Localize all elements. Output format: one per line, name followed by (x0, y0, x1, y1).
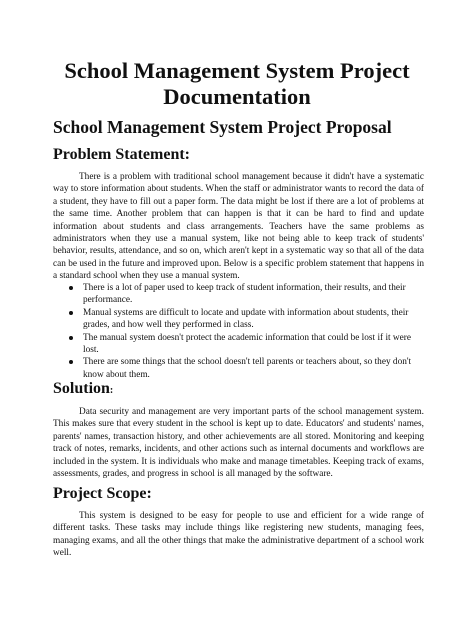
problem-bullet-text: There is a lot of paper used to keep track of student information, their results, and their performance. (83, 283, 406, 306)
problem-statement-paragraph: There is a problem with traditional school management because it didn't have a systematic way to store information about students. When the staff or administrator wants to record the data of a student, they have to fill out a paper form. The data might be lost if there are a lot of problems at the same time. Another problem that can happen is that it can be hard to find and update information about students and class arrangements. Teachers have the same problems as administrators when they use a manual system, like not being able to keep track of students' behavior, results, attendance, and so on, which aren't kept in a systematic way so that all of the data can be used in the future and improved upon. Below is a specific problem statement that happens in a standard school when they use a manual system. (53, 172, 424, 282)
bullet-icon (69, 360, 73, 364)
problem-bullet-text: There are some things that the school doesn't tell parents or teachers about, so they don't know about them. (83, 357, 412, 380)
problem-bullet-text: The manual system doesn't protect the academic information that could be lost if it were lost. (83, 332, 411, 356)
bullet-icon (69, 311, 73, 315)
problem-statement-heading: Problem Statement: (53, 146, 190, 163)
solution-paragraph: Data security and management are very important parts of the school management system. This makes sure that every student in the school is kept up to date. Educators' and students' names, parents' names, transaction history, and other achievements are all stored. Monitoring and keeping track of notes, remarks, incidents, and other actions such as internal documents and workflows are included in the system. It is individuals who make and manage timetables. Keeping track of exams, assessments, grades, and progress in school is all managed by the software. (53, 407, 424, 480)
solution-heading-colon: : (109, 385, 114, 396)
solution-heading-text: Solution (53, 380, 110, 397)
problem-bullet-item (53, 307, 424, 332)
problem-bullet-list (53, 282, 424, 381)
bullet-icon (69, 286, 73, 290)
proposal-heading: School Management System Project Proposal (53, 117, 392, 137)
project-scope-paragraph: This system is designed to be easy for people to use and efficient for a wide range of different tasks. These tasks may include things like registering new students, managing fees, managing exams, and all the other things that make the administrative department of a school work well. (53, 511, 424, 559)
problem-bullet-item (53, 356, 424, 381)
solution-heading (53, 379, 113, 401)
problem-bullet-item (53, 332, 424, 357)
problem-bullet-text: Manual systems are difficult to locate and update with information about students, their grades, and how well they performed in class. (83, 307, 409, 331)
problem-bullet-item (53, 282, 424, 307)
project-scope-heading: Project Scope: (53, 485, 152, 502)
bullet-icon (69, 336, 73, 340)
document-title: School Management System Project Documentation (64, 58, 410, 109)
